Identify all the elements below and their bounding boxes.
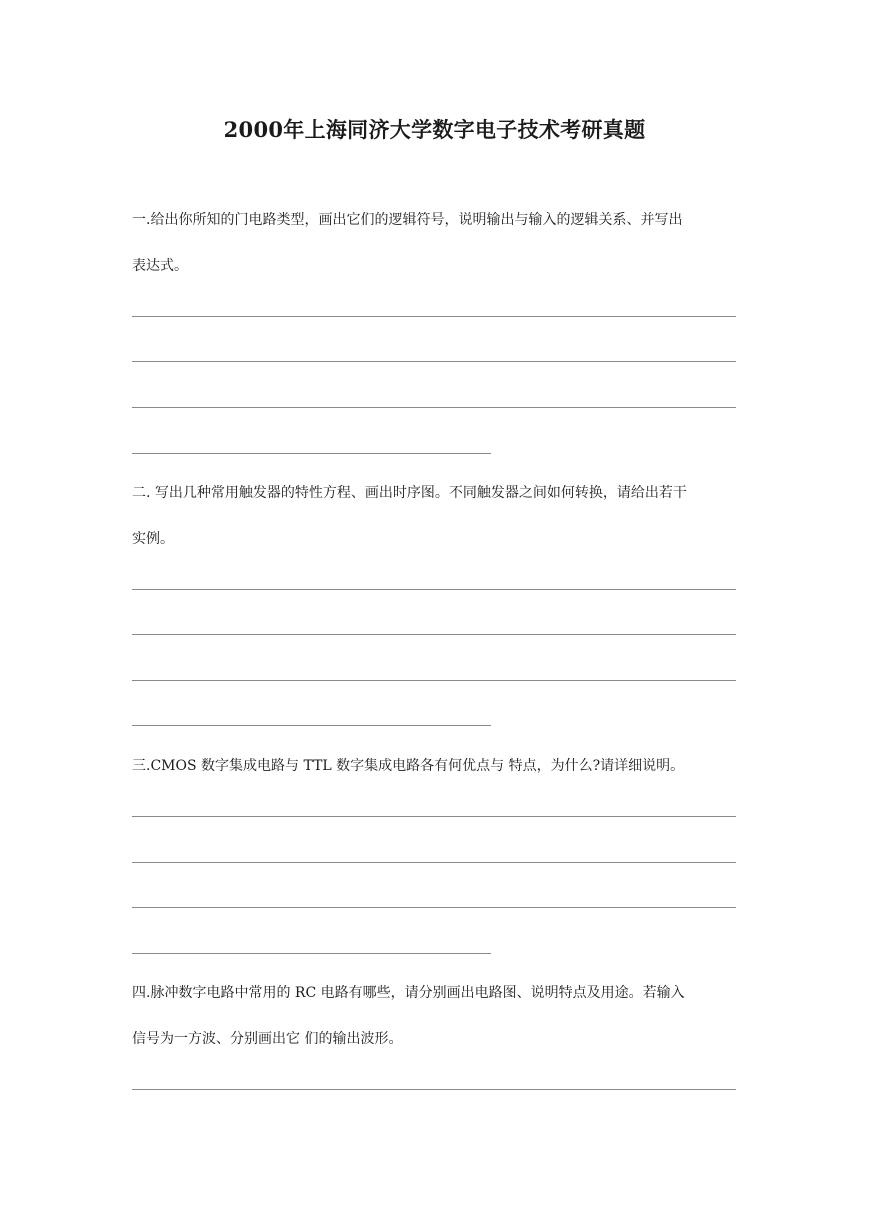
document-title: 2000年上海同济大学数字电子技术考研真题 xyxy=(223,117,646,142)
question-1-text-line-1: 一.给出你所知的门电路类型，画出它们的逻辑符号，说明输出与输入的逻辑关系、并写出 xyxy=(132,212,683,228)
question-1-text-line-2: 表达式。 xyxy=(132,258,188,274)
answer-line xyxy=(132,862,736,863)
question-2-text-line-1: 二. 写出几种常用触发器的特性方程、画出时序图。不同触发器之间如何转换，请给出若干 xyxy=(132,485,687,501)
question-4-text-line-1: 四.脉冲数字电路中常用的 RC 电路有哪些，请分别画出电路图、说明特点及用途。若输入 xyxy=(132,985,685,1001)
answer-line xyxy=(132,316,736,317)
answer-line xyxy=(132,1089,736,1090)
answer-line xyxy=(132,361,736,362)
answer-line xyxy=(132,816,736,817)
question-3-text-line-1: 三.CMOS 数字集成电路与 TTL 数字集成电路各有何优点与 特点，为什么?请详细说明。 xyxy=(132,758,685,774)
question-4-text-line-2: 信号为一方波、分别画出它 们的输出波形。 xyxy=(132,1031,403,1047)
answer-line xyxy=(132,453,491,454)
answer-line xyxy=(132,725,491,726)
answer-line xyxy=(132,680,736,681)
question-2-text-line-2: 实例。 xyxy=(132,531,174,547)
answer-line xyxy=(132,634,736,635)
answer-line xyxy=(132,407,736,408)
answer-line xyxy=(132,907,736,908)
answer-line xyxy=(132,953,491,954)
answer-line xyxy=(132,589,736,590)
